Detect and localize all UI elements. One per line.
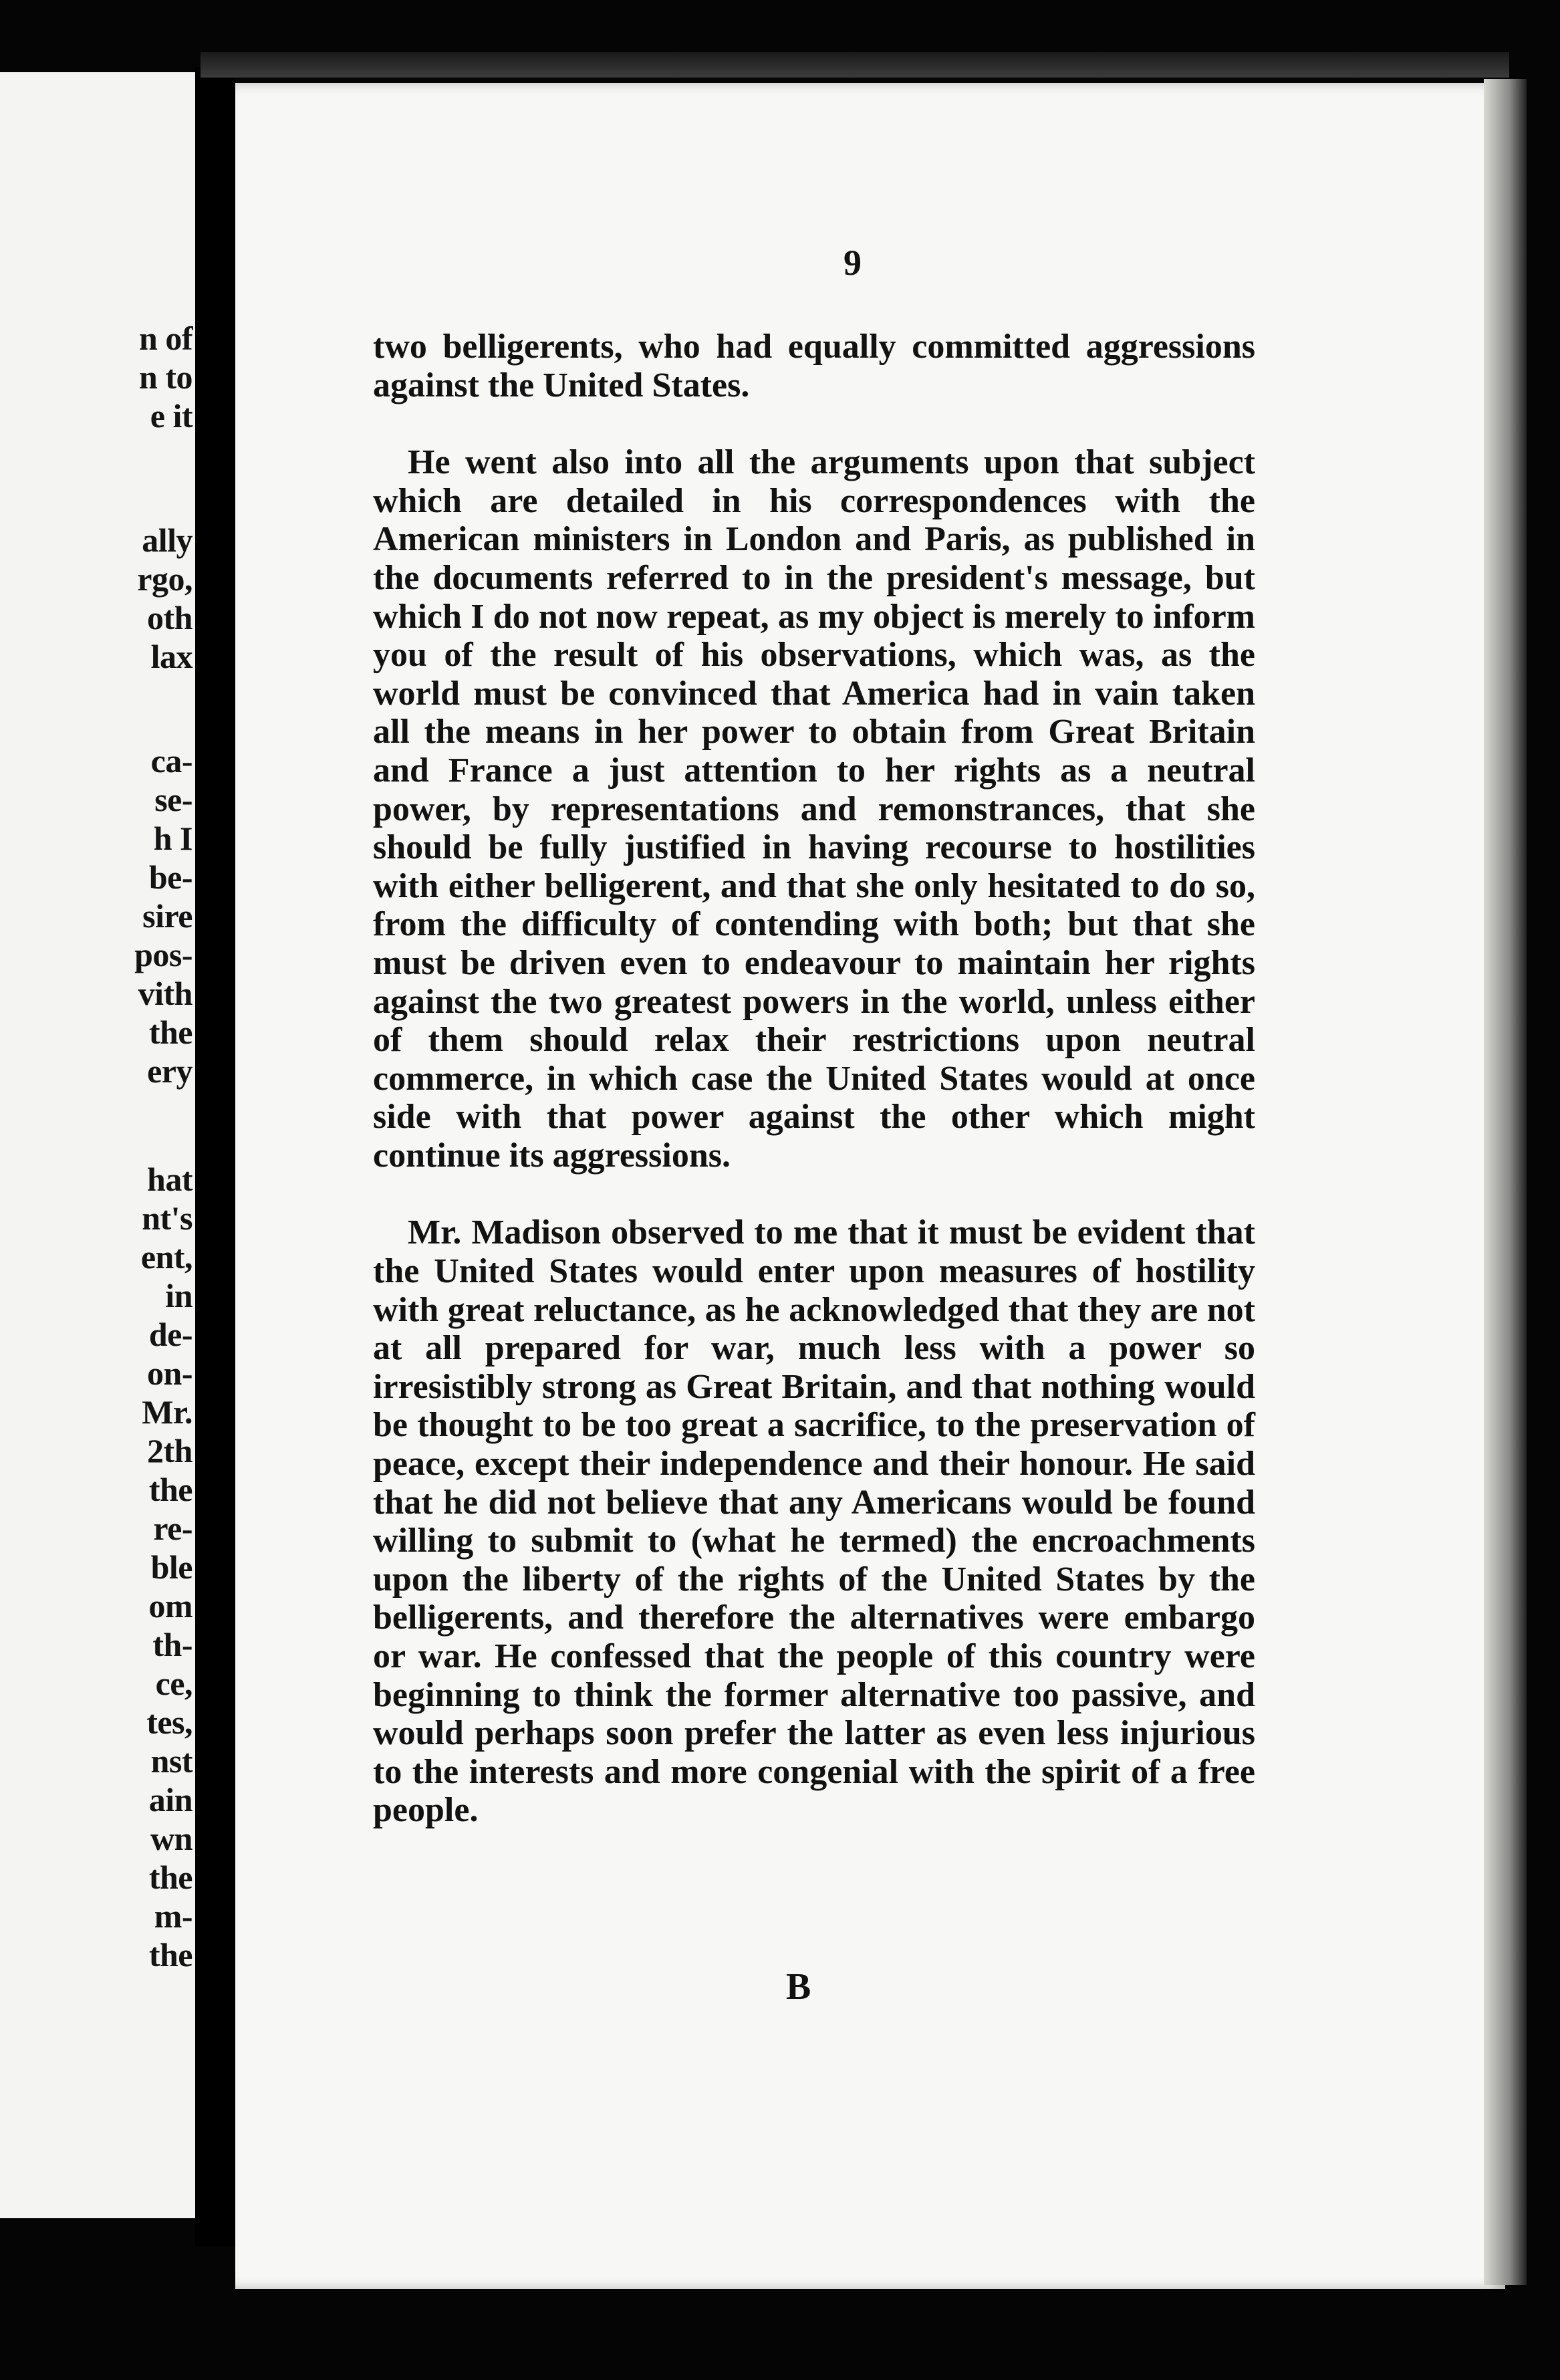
right-page-edge — [1484, 79, 1527, 2285]
left-page-fragment: lax — [150, 638, 192, 675]
left-page-fragment: re- — [153, 1510, 192, 1547]
left-page-fragment: rgo, — [137, 560, 192, 598]
left-page-fragment: th- — [152, 1626, 192, 1663]
left-page-fragment: ally — [142, 521, 192, 559]
signature-mark: B — [786, 1966, 811, 2008]
left-page-fragment: ca- — [150, 742, 192, 780]
left-page-fragment: nt's — [142, 1199, 192, 1237]
left-page-fragment: 2th — [147, 1432, 192, 1469]
left-page-fragment: ent, — [140, 1238, 192, 1276]
left-page-fragment: vith — [138, 975, 192, 1012]
paragraph-3: Mr. Madison observed to me that it must be evident that the United States would enter upon measures of hostility with great reluctance, as he acknowledged that they are not at all prepared for war, much less with a power so irresistibly strong as Great Britain, and that nothing would be thought to be too great a sacrifice, to the preservation of peace, except their independence and their honour. He said that he did not believe that any Americans would be found willing to submit to (what he termed) the encroachments upon the liberty of the rights of the United States by the belligerents, and therefore the alternatives were embargo or war. He confessed that the people of this country were beginning to think the former alternative too passive, and would perhaps soon prefer the latter as even less injurious to the interests and more congenial with the spirit of a free people. — [373, 1213, 1255, 1830]
left-page-fragment: in — [165, 1277, 192, 1314]
left-page-fragment: m- — [154, 1897, 192, 1935]
left-page-fragment: nst — [150, 1742, 192, 1780]
left-page-fragment: e it — [150, 397, 192, 435]
paragraph-gap — [373, 404, 1255, 443]
page-number: 9 — [843, 243, 862, 283]
left-page-fragment: the — [148, 1936, 192, 1974]
left-page-fragment: on- — [147, 1354, 192, 1392]
left-page-fragment: ain — [148, 1781, 192, 1818]
page-body-text — [373, 328, 1255, 1830]
top-page-edge — [201, 52, 1509, 78]
left-page-fragment: the — [148, 1471, 192, 1508]
left-page-fragment: n to — [139, 358, 192, 396]
left-page-fragment: wn — [150, 1820, 192, 1857]
paragraph-1: two belligerents, who had equally committed aggressions against the United States. — [373, 328, 1255, 404]
left-page-fragment: hat — [147, 1161, 192, 1198]
left-page-fragment: h I — [153, 820, 192, 857]
left-facing-page — [0, 72, 195, 2218]
left-page-fragment: pos- — [134, 936, 192, 973]
left-page-fragment: tes, — [146, 1703, 192, 1741]
left-page-fragment: be- — [148, 858, 192, 896]
left-page-fragment: ce, — [155, 1665, 192, 1702]
left-page-fragment: the — [148, 1014, 192, 1051]
paragraph-gap — [373, 1175, 1255, 1213]
left-page-fragment: om — [148, 1587, 192, 1625]
left-page-fragment: se- — [154, 781, 192, 818]
left-page-fragment: n of — [139, 320, 192, 357]
paragraph-2: He went also into all the arguments upon that subject which are detailed in his correspondences with the American ministers in London and Paris, as published in the documents referred to in the president's message, but which I do not now repeat, as my object is merely to inform you of the result of his observations, which was, as the world must be convinced that America had in vain taken all the means in her power to obtain from Great Britain and France a just attention to her rights as a neutral power, by representations and remonstrances, that she should be fully justified in having recourse to hostilities with either belligerent, and that she only hesitated to do so, from the difficulty of contending with both; but that she must be driven even to endeavour to maintain her rights against the two greatest powers in the world, unless either of them should relax their restrictions upon neutral commerce, in which case the United States would at once side with that power against the other which might continue its aggressions. — [373, 443, 1255, 1175]
left-page-fragment: ery — [147, 1052, 192, 1090]
left-page-fragment: sire — [142, 897, 192, 935]
left-page-fragment: ble — [150, 1548, 192, 1586]
page-gutter — [195, 67, 235, 2246]
left-page-fragment: the — [148, 1859, 192, 1896]
left-page-fragment: oth — [147, 599, 192, 636]
left-page-fragment: Mr. — [142, 1393, 192, 1431]
left-page-fragment: de- — [148, 1316, 192, 1353]
